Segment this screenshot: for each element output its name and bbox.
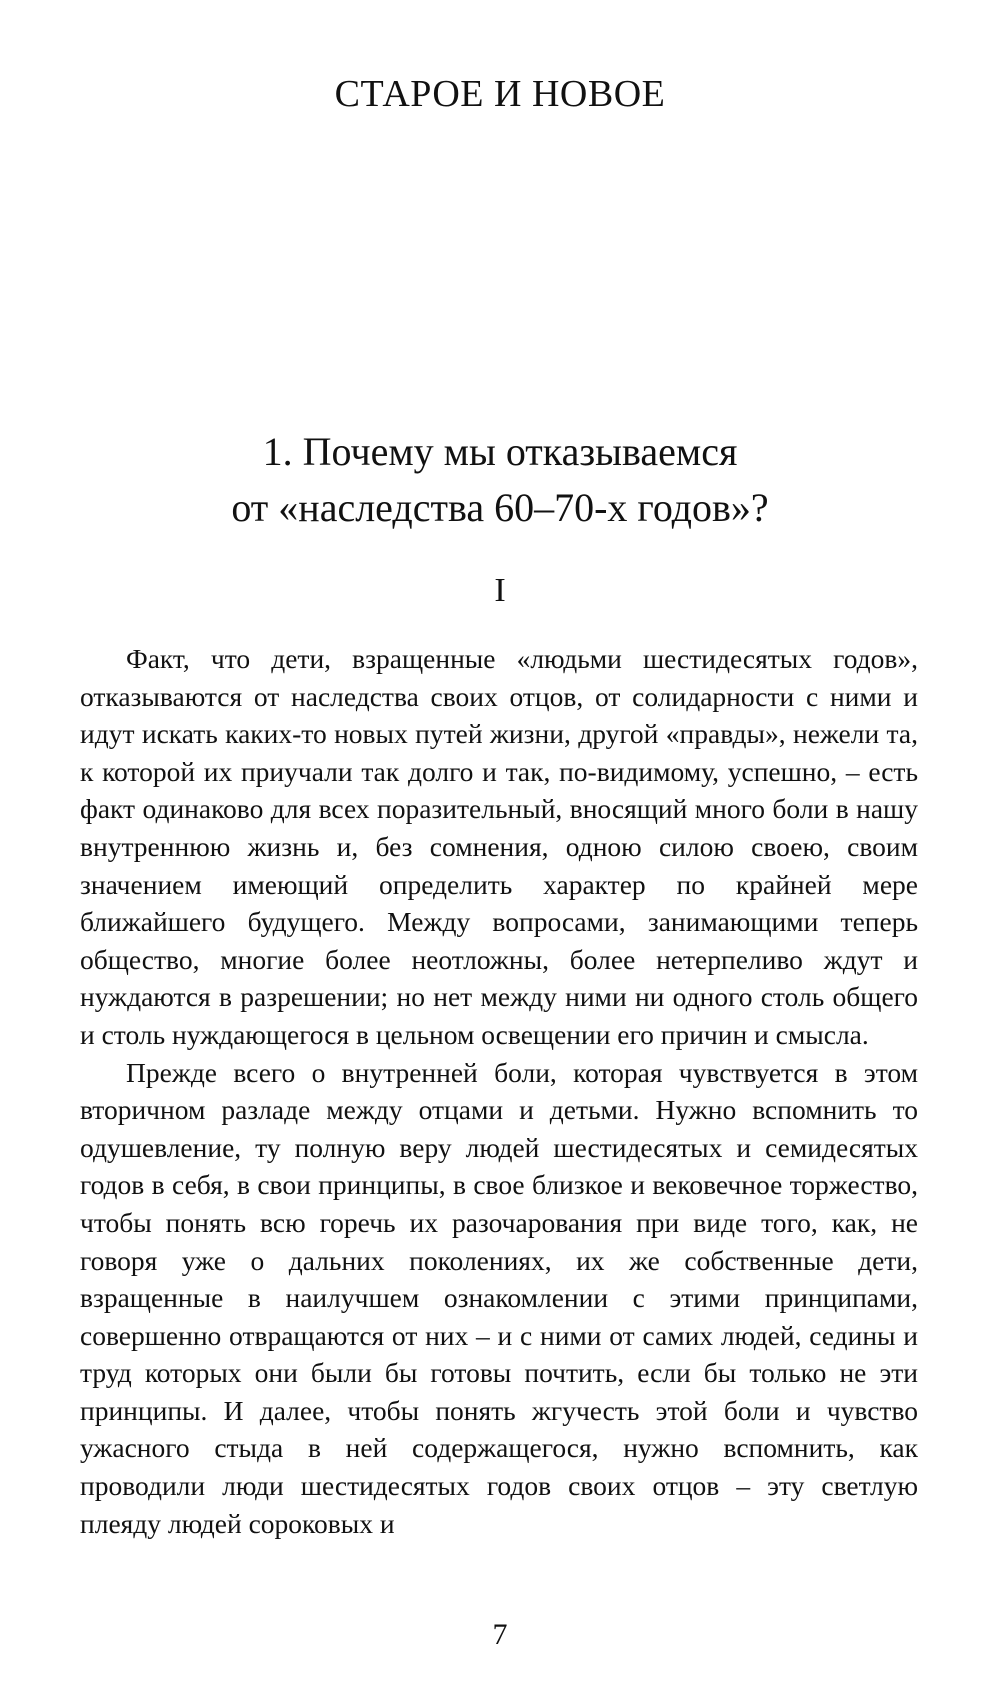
paragraph-2: Прежде всего о внутренней боли, которая чувствуется в этом вторичном разладе между отцами и детьми. Нужно вспомнить то одушевление, ту полную веру людей шестидесятых и семидесятых годов в себя, в свои принципы, в свое близкое и вековечное торжество, чтобы понять всю горечь их разочарования при виде того, как, не говоря уже о дальних поколениях, их же собственные дети, взращенные в наилучшем ознакомлении с этими принципами, совершенно отвращаются от них – и с ними от самих людей, седины и труд которых они были бы готовы почтить, если бы только не эти принципы. И далее, чтобы понять жгучесть этой боли и чувство ужасного стыда в ней содержащегося, нужно вспомнить, как проводили люди шестидесятых годов своих отцов – эту светлую плеяду людей сороковых и bbox=[80, 1056, 918, 1539]
chapter-title-line-2: от «наследства 60–70-х годов»? bbox=[231, 485, 769, 530]
page-number: 7 bbox=[492, 1618, 508, 1651]
paragraph-1: Факт, что дети, взращенные «людьми шестидесятых годов», отказываются от наследства своих отцов, от солидарности с ними и идут искать каких-то новых путей жизни, другой «правды», нежели та, к которой их приучали так долго и так, по-видимому, успешно, – есть факт одинаково для всех поразительный, вносящий много боли в нашу внутреннюю жизнь и, без сомнения, одною силою своею, своим значением имеющий определить характер по крайней мере ближайшего будущего. Между вопросами, занимающими теперь общество, многие более неотложны, более нетерпеливо ждут и нуждаются в разрешении; но нет между ними ни одного столь общего и столь нуждающегося в цельном освещении его причин и смысла. bbox=[80, 643, 918, 1050]
running-header: СТАРОЕ И НОВОЕ bbox=[334, 73, 666, 115]
section-number: I bbox=[494, 572, 506, 609]
chapter-title bbox=[0, 424, 1000, 536]
chapter-title-line-1: 1. Почему мы отказываемся bbox=[262, 429, 738, 474]
body-text bbox=[80, 640, 918, 1542]
